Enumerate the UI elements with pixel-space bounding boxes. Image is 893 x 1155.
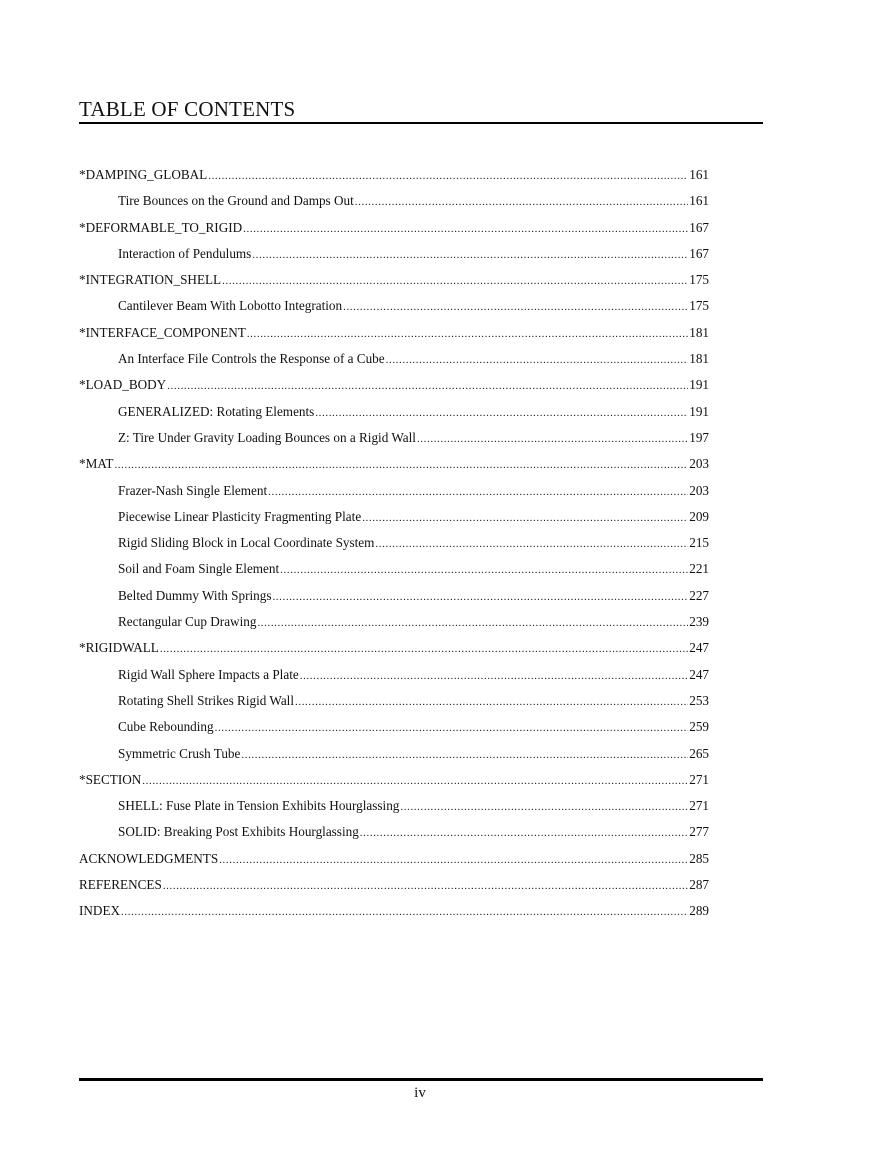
toc-section-entry[interactable] bbox=[79, 267, 709, 293]
toc-entry-label: *DAMPING_GLOBAL bbox=[79, 167, 208, 182]
table-of-contents bbox=[79, 162, 709, 925]
toc-entry-page-number: 175 bbox=[689, 298, 709, 314]
dot-leader bbox=[121, 899, 688, 925]
dot-leader bbox=[241, 742, 688, 768]
dot-leader bbox=[160, 636, 688, 662]
dot-leader bbox=[215, 715, 689, 741]
toc-section-entry[interactable] bbox=[79, 451, 709, 477]
toc-entry-label: Cube Rebounding bbox=[118, 719, 214, 735]
dot-leader bbox=[142, 768, 688, 794]
dot-leader bbox=[163, 873, 688, 899]
dot-leader bbox=[400, 794, 688, 820]
toc-entry-page-number: 271 bbox=[689, 798, 709, 814]
toc-section-entry[interactable] bbox=[79, 846, 709, 872]
toc-subsection-entry[interactable] bbox=[79, 793, 709, 819]
toc-entry-page-number: 203 bbox=[689, 482, 709, 498]
toc-section-entry[interactable] bbox=[79, 898, 709, 924]
toc-entry-label: Soil and Foam Single Element bbox=[118, 561, 280, 577]
toc-entry-label: Z: Tire Under Gravity Loading Bounces on a Rigid Wall bbox=[118, 429, 416, 445]
dot-leader bbox=[300, 663, 689, 689]
toc-subsection-entry[interactable] bbox=[79, 556, 709, 582]
toc-entry-page-number: 197 bbox=[689, 429, 709, 445]
toc-entry-label: Cantilever Beam With Lobotto Integration bbox=[118, 298, 343, 314]
dot-leader bbox=[114, 452, 688, 478]
toc-entry-label: Belted Dummy With Springs bbox=[118, 587, 272, 603]
toc-section-entry[interactable] bbox=[79, 372, 709, 398]
dot-leader bbox=[167, 373, 688, 399]
toc-entry-page-number: 161 bbox=[689, 193, 709, 209]
dot-leader bbox=[315, 400, 688, 426]
toc-entry-page-number: 209 bbox=[689, 508, 709, 524]
toc-entry-label: Rectangular Cup Drawing bbox=[118, 614, 257, 630]
dot-leader bbox=[343, 294, 688, 320]
dot-leader bbox=[362, 505, 688, 531]
toc-entry-page-number: 221 bbox=[689, 561, 709, 577]
toc-entry-page-number: 285 bbox=[689, 850, 709, 866]
footer-divider bbox=[79, 1078, 763, 1081]
toc-entry-label: Symmetric Crush Tube bbox=[118, 745, 241, 761]
toc-section-entry[interactable] bbox=[79, 215, 709, 241]
toc-section-entry[interactable] bbox=[79, 767, 709, 793]
dot-leader bbox=[252, 242, 688, 268]
toc-subsection-entry[interactable] bbox=[79, 741, 709, 767]
toc-entry-label: *DEFORMABLE_TO_RIGID bbox=[79, 219, 243, 235]
toc-entry-page-number: 181 bbox=[689, 351, 709, 367]
toc-entry-page-number: 191 bbox=[689, 403, 709, 419]
dot-leader bbox=[375, 531, 688, 557]
toc-subsection-entry[interactable] bbox=[79, 188, 709, 214]
toc-subsection-entry[interactable] bbox=[79, 293, 709, 319]
toc-entry-page-number: 203 bbox=[689, 456, 709, 472]
toc-entry-page-number: 167 bbox=[689, 245, 709, 261]
toc-entry-page-number: 175 bbox=[689, 272, 709, 288]
toc-subsection-entry[interactable] bbox=[79, 504, 709, 530]
toc-entry-page-number: 247 bbox=[689, 666, 709, 682]
toc-section-entry[interactable] bbox=[79, 872, 709, 898]
toc-subsection-entry[interactable] bbox=[79, 662, 709, 688]
toc-entry-page-number: 253 bbox=[689, 692, 709, 708]
toc-entry-label: *INTEGRATION_SHELL bbox=[79, 272, 222, 288]
dot-leader bbox=[257, 610, 688, 636]
toc-entry-page-number: 215 bbox=[689, 535, 709, 551]
toc-section-entry[interactable] bbox=[79, 162, 709, 188]
toc-entry-label: SHELL: Fuse Plate in Tension Exhibits Hourglassing bbox=[118, 798, 400, 814]
dot-leader bbox=[417, 426, 688, 452]
toc-entry-page-number: 265 bbox=[689, 745, 709, 761]
toc-entry-page-number: 239 bbox=[689, 614, 709, 630]
toc-entry-label: INDEX bbox=[79, 903, 121, 919]
toc-entry-label: *RIGIDWALL bbox=[79, 640, 159, 656]
toc-entry-label: Interaction of Pendulums bbox=[118, 245, 252, 261]
toc-entry-label: REFERENCES bbox=[79, 877, 162, 893]
toc-entry-page-number: 167 bbox=[689, 219, 709, 235]
title-divider bbox=[79, 122, 763, 124]
toc-entry-label: Piecewise Linear Plasticity Fragmenting Plate bbox=[118, 508, 362, 524]
toc-entry-page-number: 259 bbox=[689, 719, 709, 735]
toc-entry-label: Rigid Wall Sphere Impacts a Plate bbox=[118, 666, 299, 682]
toc-entry-page-number: 287 bbox=[689, 877, 709, 893]
dot-leader bbox=[247, 321, 688, 347]
toc-section-entry[interactable] bbox=[79, 320, 709, 346]
dot-leader bbox=[208, 163, 688, 189]
dot-leader bbox=[219, 847, 688, 873]
dot-leader bbox=[280, 557, 688, 583]
toc-entry-label: An Interface File Controls the Response of a Cube bbox=[118, 351, 385, 367]
toc-entry-label: Tire Bounces on the Ground and Damps Out bbox=[118, 193, 354, 209]
toc-entry-label: ACKNOWLEDGMENTS bbox=[79, 850, 219, 866]
dot-leader bbox=[222, 268, 688, 294]
toc-subsection-entry[interactable] bbox=[79, 346, 709, 372]
dot-leader bbox=[295, 689, 688, 715]
dot-leader bbox=[272, 584, 688, 610]
page-title: TABLE OF CONTENTS bbox=[79, 97, 296, 121]
toc-subsection-entry[interactable] bbox=[79, 425, 709, 451]
toc-entry-label: *SECTION bbox=[79, 771, 142, 787]
toc-entry-label: *MAT bbox=[79, 456, 114, 472]
toc-entry-page-number: 191 bbox=[689, 377, 709, 393]
toc-subsection-entry[interactable] bbox=[79, 609, 709, 635]
toc-subsection-entry[interactable] bbox=[79, 478, 709, 504]
toc-entry-page-number: 277 bbox=[689, 824, 709, 840]
toc-entry-label: *LOAD_BODY bbox=[79, 377, 167, 393]
toc-subsection-entry[interactable] bbox=[79, 688, 709, 714]
toc-subsection-entry[interactable] bbox=[79, 819, 709, 845]
page-number: iv bbox=[414, 1085, 426, 1101]
toc-entry-label: SOLID: Breaking Post Exhibits Hourglassing bbox=[118, 824, 359, 840]
toc-entry-page-number: 271 bbox=[689, 771, 709, 787]
toc-subsection-entry[interactable] bbox=[79, 530, 709, 556]
toc-entry-page-number: 181 bbox=[689, 324, 709, 340]
toc-entry-label: Rigid Sliding Block in Local Coordinate System bbox=[118, 535, 375, 551]
dot-leader bbox=[355, 189, 688, 215]
toc-entry-page-number: 161 bbox=[689, 167, 709, 182]
dot-leader bbox=[360, 820, 688, 846]
toc-entry-label: *INTERFACE_COMPONENT bbox=[79, 324, 246, 340]
toc-entry-page-number: 247 bbox=[689, 640, 709, 656]
toc-entry-label: GENERALIZED: Rotating Elements bbox=[118, 403, 315, 419]
toc-entry-page-number: 227 bbox=[689, 587, 709, 603]
toc-entry-page-number: 289 bbox=[689, 903, 709, 919]
toc-entry-label: Rotating Shell Strikes Rigid Wall bbox=[118, 692, 294, 708]
toc-subsection-entry[interactable] bbox=[79, 583, 709, 609]
toc-subsection-entry[interactable] bbox=[79, 399, 709, 425]
toc-subsection-entry[interactable] bbox=[79, 714, 709, 740]
dot-leader bbox=[268, 479, 688, 505]
dot-leader bbox=[386, 347, 689, 373]
dot-leader bbox=[243, 216, 688, 242]
toc-entry-label: Frazer-Nash Single Element bbox=[118, 482, 268, 498]
toc-section-entry[interactable] bbox=[79, 635, 709, 661]
toc-subsection-entry[interactable] bbox=[79, 241, 709, 267]
